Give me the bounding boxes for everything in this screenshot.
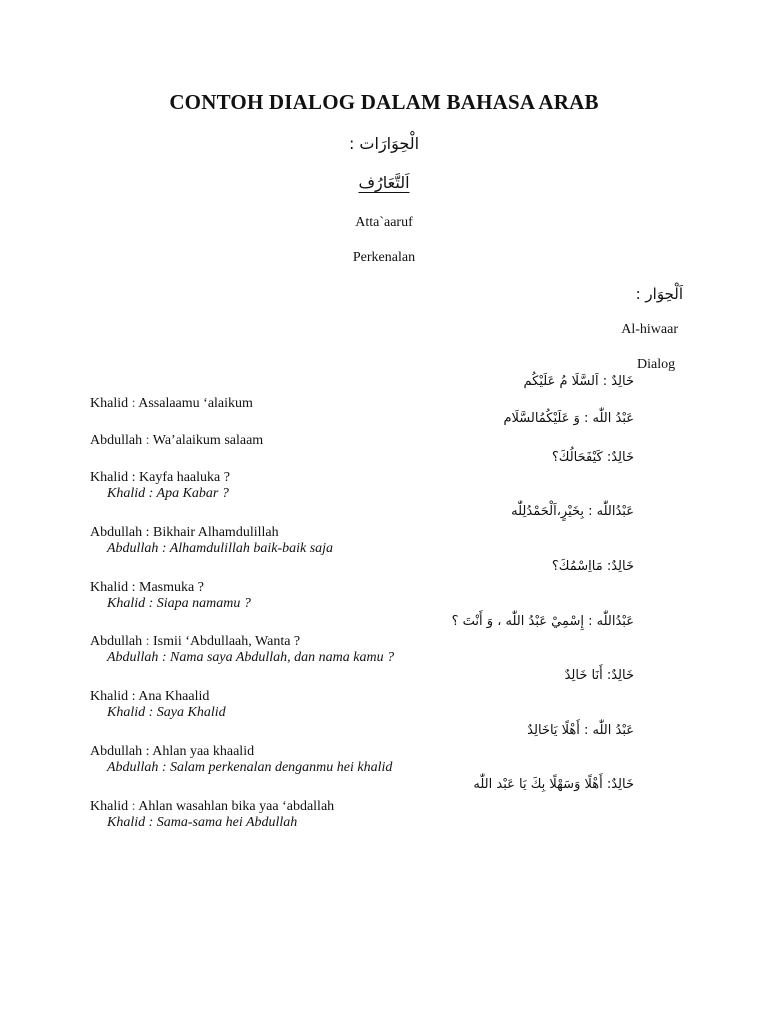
dialog-entry: Khalid : Kayfa haaluka ? Khalid : Apa Kabar ? [90,470,230,501]
dialog-line: Wa’alaikum salaam [152,433,264,448]
dialog-line: Masmuka ? [139,580,204,595]
speaker-name: Khalid [90,799,129,814]
arabic-line: عَبْدُاللّٰه : إِسْمِيْ عَبْدُ اللّٰه ، وَ أَنْتَ ؟ [451,614,634,629]
arabic-line: خَالِدٌ: أَهْلًا وَسَهْلًا بِكَ يَا عَبْد اللّٰه [473,777,634,792]
speaker-name: Abdullah [90,433,143,448]
dialog-line: Kayfa haaluka ? [139,470,230,485]
hiwar-meaning: Dialog [637,357,676,372]
arabic-line: عَبْدُ اللّٰه : أَهْلًا يَاخَالِدٌ [527,723,634,738]
dialog-translation: Khalid : Saya Khalid [107,705,226,720]
dialog-entry: Abdullah : Ismii ‘Abdullaah, Wanta ? Abdullah : Nama saya Abdullah, dan nama kamu ? [90,634,395,665]
arabic-line: خَالِدٌ: أَنَا خَالِدٌ [564,668,634,683]
dialog-line: Ahlan wasahlan bika yaa ‘abdallah [138,799,335,814]
arabic-line: عَبْدُ اللّٰه : وَ عَلَيْكُمُالسَّلَام [503,411,634,426]
dialog-line: Ahlan yaa khaalid [152,744,255,759]
arabic-line: خَالِدٌ: مَااِسْمُكَ؟ [551,559,634,574]
dialog-translation: Khalid : Sama-sama hei Abdullah [107,815,298,830]
arabic-hiwar-label: اَلْحِوَار : [635,285,683,303]
hiwar-transliteration: Al-hiwaar [621,322,678,337]
dialog-entry: Khalid : Masmuka ? Khalid : Siapa namamu ? [90,580,251,611]
speaker-name: Khalid [90,689,129,704]
page-title: CONTOH DIALOG DALAM BAHASA ARAB [169,90,599,114]
arabic-line: خَالِدٌ: كَيْفَحَالُكَ؟ [551,450,634,465]
speaker-name: Khalid [90,396,129,411]
arabic-line: عَبْدُاللّٰه : بِخَيْرٍ،اَلْحَمْدُلِلّٰه [511,504,634,519]
dialog-translation: Khalid : Apa Kabar ? [107,486,229,501]
arabic-heading-text: اَلتَّعَارُف [358,173,410,192]
speaker-name: Abdullah [90,634,143,649]
speaker-name: Khalid [90,470,129,485]
dialog-entry: Khalid : Ana Khaalid Khalid : Saya Khalid [90,689,226,720]
dialog-line: Assalaamu ‘alaikum [138,396,253,411]
dialog-translation: Abdullah : Alhamdulillah baik-baik saja [107,541,334,556]
dialog-translation: Khalid : Siapa namamu ? [107,596,251,611]
dialog-entry: Khalid : Assalaamu ‘alaikum [90,396,253,411]
arabic-subtitle: الْحِوَارَات : [348,134,420,153]
dialog-line: Ana Khaalid [138,689,210,704]
heading-meaning: Perkenalan [352,250,416,265]
speaker-name: Khalid [90,580,129,595]
speaker-name: Abdullah [90,525,143,540]
heading-transliteration: Atta`aaruf [355,215,413,230]
speaker-name: Abdullah [90,744,143,759]
dialog-line: Bikhair Alhamdulillah [153,525,279,540]
dialog-entry: Abdullah : Wa’alaikum salaam [90,433,264,448]
dialog-entry: Abdullah : Ahlan yaa khaalid Abdullah : Salam perkenalan denganmu hei khalid [90,744,393,775]
dialog-entry: Abdullah : Bikhair Alhamdulillah Abdullah : Alhamdulillah baik-baik saja [90,525,334,556]
dialog-line: Ismii ‘Abdullaah, Wanta ? [153,634,301,649]
dialog-entry: Khalid : Ahlan wasahlan bika yaa ‘abdallah Khalid : Sama-sama hei Abdullah [90,799,335,830]
dialog-translation: Abdullah : Nama saya Abdullah, dan nama kamu ? [107,650,395,665]
dialog-translation: Abdullah : Salam perkenalan denganmu hei khalid [107,760,393,775]
arabic-heading [0,173,768,192]
arabic-line: خَالِدٌ : اَلسَّلَا مُ عَلَيْكُم [523,374,634,389]
